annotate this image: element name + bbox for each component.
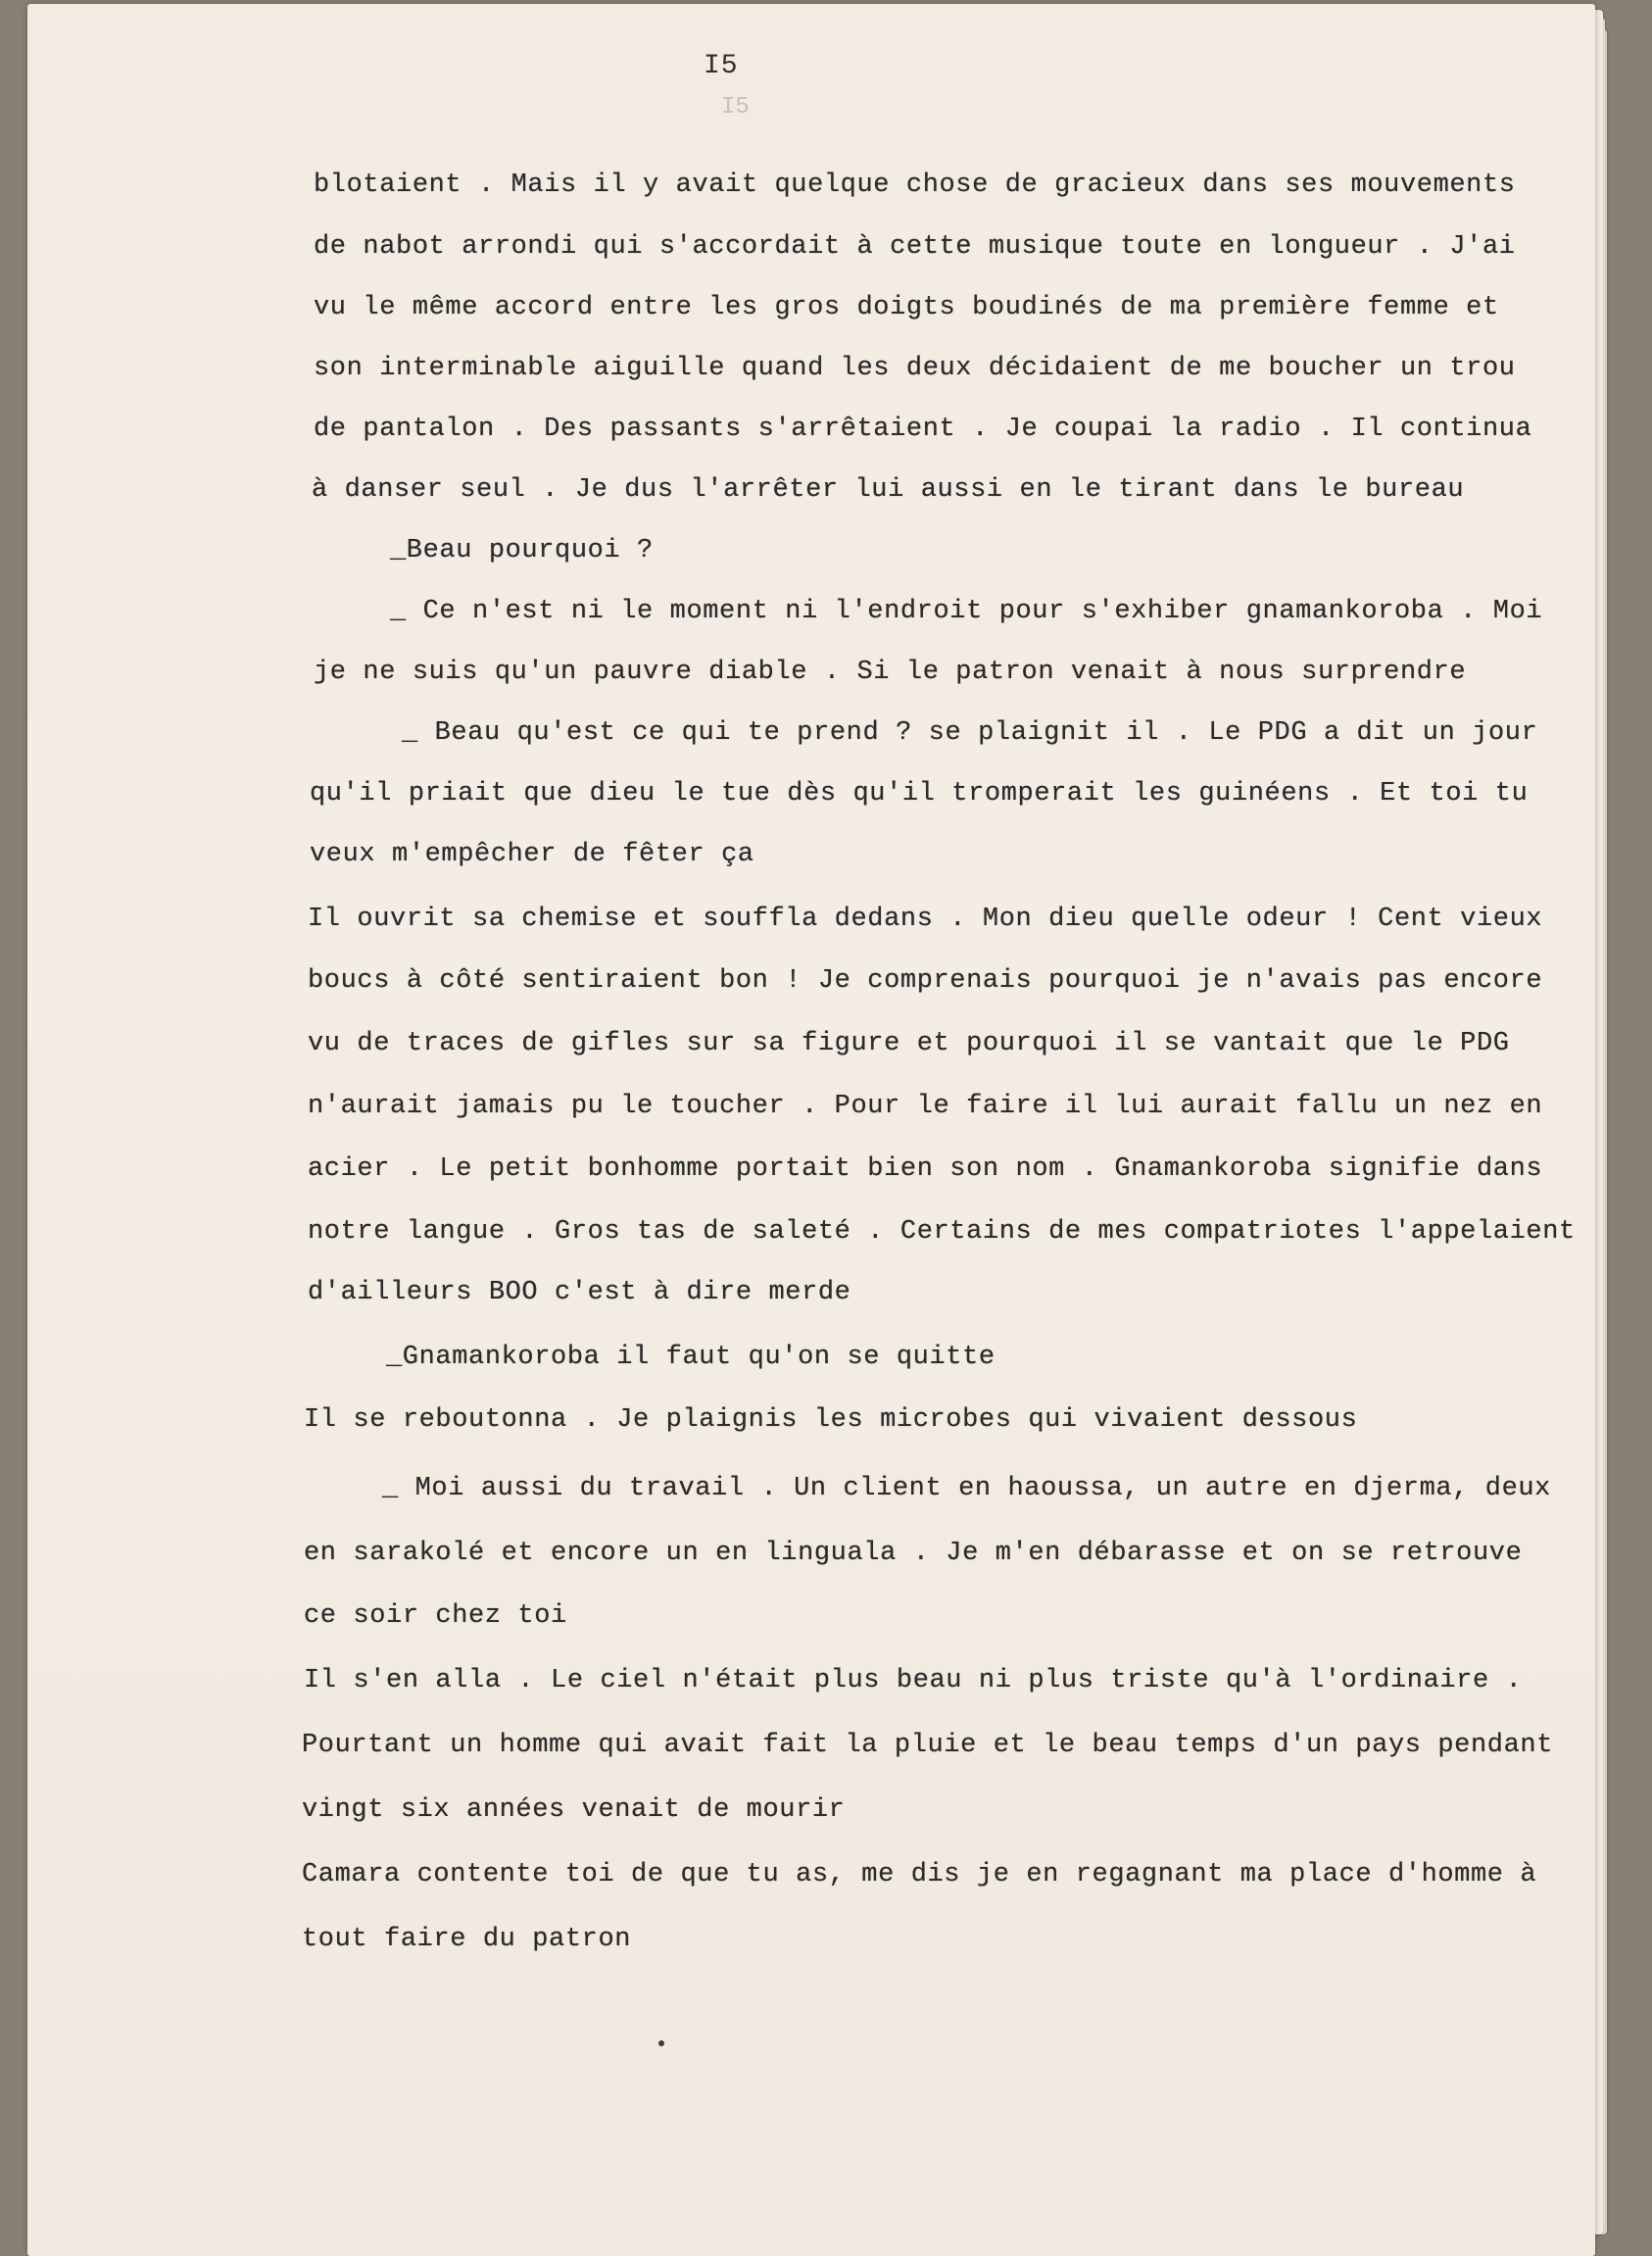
text-line: blotaient . Mais il y avait quelque chose de gracieux dans ses mouvements xyxy=(314,171,1516,200)
text-line: qu'il priait que dieu le tue dès qu'il tromperait les guinéens . Et toi tu xyxy=(310,779,1529,809)
text-line: Pourtant un homme qui avait fait la pluie et le beau temps d'un pays pendant xyxy=(302,1731,1553,1760)
text-line: à danser seul . Je dus l'arrêter lui aussi en le tirant dans le bureau xyxy=(312,475,1465,505)
text-line: _Gnamankoroba il faut qu'on se quitte xyxy=(386,1343,996,1372)
text-line: de pantalon . Des passants s'arrêtaient . Je coupai la radio . Il continua xyxy=(314,415,1532,444)
text-line: Il ouvrit sa chemise et souffla dedans . Mon dieu quelle odeur ! Cent vieux xyxy=(308,905,1543,934)
text-line: je ne suis qu'un pauvre diable . Si le patron venait à nous surprendre xyxy=(314,658,1467,687)
page-number: I5 xyxy=(704,51,739,81)
stray-ink-dot xyxy=(658,2040,664,2046)
text-line: d'ailleurs BOO c'est à dire merde xyxy=(308,1278,851,1307)
text-line: Camara contente toi de que tu as, me dis je en regagnant ma place d'homme à xyxy=(302,1860,1537,1889)
text-line: son interminable aiguille quand les deux décidaient de me boucher un trou xyxy=(314,354,1516,383)
text-line: _ Moi aussi du travail . Un client en haoussa, un autre en djerma, deux xyxy=(382,1474,1551,1503)
text-line: Il se reboutonna . Je plaignis les microbes qui vivaient dessous xyxy=(304,1405,1358,1435)
text-line: Il s'en alla . Le ciel n'était plus beau ni plus triste qu'à l'ordinaire . xyxy=(304,1666,1523,1695)
text-line: n'aurait jamais pu le toucher . Pour le faire il lui aurait fallu un nez en xyxy=(308,1092,1543,1121)
text-line: _Beau pourquoi ? xyxy=(390,536,654,565)
text-line: notre langue . Gros tas de saleté . Certains de mes compatriotes l'appelaient xyxy=(308,1217,1576,1247)
ghost-page-number: I5 xyxy=(721,94,750,121)
text-line: tout faire du patron xyxy=(302,1925,632,1954)
text-line: ce soir chez toi xyxy=(304,1601,567,1631)
typewritten-page xyxy=(27,4,1595,2256)
text-line: vingt six années venait de mourir xyxy=(302,1795,846,1825)
text-line: de nabot arrondi qui s'accordait à cette musique toute en longueur . J'ai xyxy=(314,232,1516,262)
text-line: veux m'empêcher de fêter ça xyxy=(310,840,754,869)
text-line: acier . Le petit bonhomme portait bien son nom . Gnamankoroba signifie dans xyxy=(308,1154,1543,1184)
text-line: _ Ce n'est ni le moment ni l'endroit pour s'exhiber gnamankoroba . Moi xyxy=(390,597,1543,626)
text-line: vu le même accord entre les gros doigts boudinés de ma première femme et xyxy=(314,293,1499,322)
body-text xyxy=(27,4,1595,2256)
text-line: _ Beau qu'est ce qui te prend ? se plaignit il . Le PDG a dit un jour xyxy=(402,718,1538,748)
text-line: vu de traces de gifles sur sa figure et pourquoi il se vantait que le PDG xyxy=(308,1029,1510,1058)
text-line: en sarakolé et encore un en linguala . Je m'en débarasse et on se retrouve xyxy=(304,1539,1523,1568)
text-line: boucs à côté sentiraient bon ! Je comprenais pourquoi je n'avais pas encore xyxy=(308,966,1543,996)
